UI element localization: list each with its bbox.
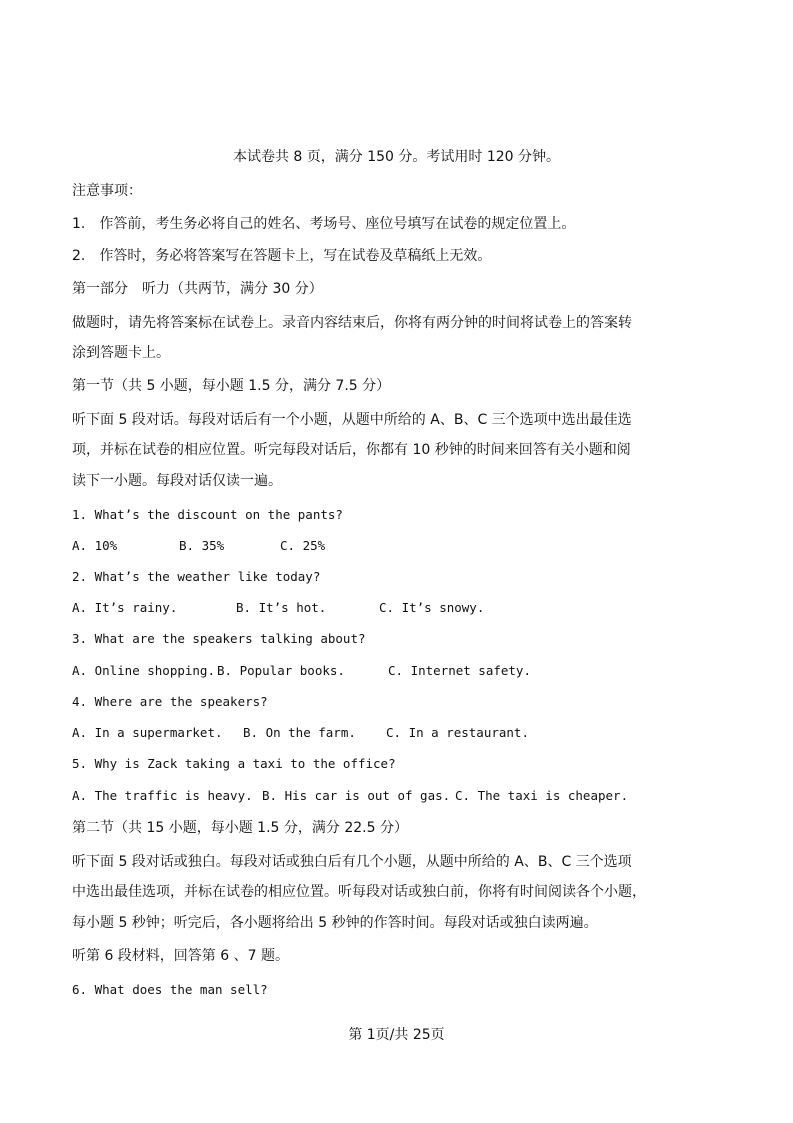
section1-instruction-line: 读下一小题。每段对话仅读一遍。 (72, 473, 282, 489)
question-options (72, 598, 653, 618)
option-a: A. Online shopping. (72, 663, 215, 678)
question-options (72, 661, 653, 681)
option-b: B. His car is out of gas. (262, 788, 451, 803)
section2-instruction-line: 听下面 5 段对话或独白。每段对话或独白后有几个小题，从题中所给的 A、B、C 三个选项 (72, 854, 632, 870)
part1-title: 第一部分 听力（共两节，满分 30 分） (72, 281, 323, 297)
section1-title: 第一节（共 5 小题，每小题 1.5 分，满分 7.5 分） (72, 378, 391, 394)
option-c: C. In a restaurant. (386, 725, 529, 740)
notice-item: 1. 作答前，考生务必将自己的姓名、考场号、座位号填写在试卷的规定位置上。 (72, 216, 576, 232)
option-a: A. The traffic is heavy. (72, 788, 253, 803)
question-text: 2. What’s the weather like today? (72, 569, 321, 584)
section1-instruction-line: 听下面 5 段对话。每段对话后有一个小题，从题中所给的 A、B、C 三个选项中选出最佳选 (72, 412, 632, 428)
part1-instruction-line: 做题时，请先将答案标在试卷上。录音内容结束后，你将有两分钟的时间将试卷上的答案转 (72, 315, 632, 331)
question-options (72, 723, 653, 743)
section2-instruction-line: 中选出最佳选项，并标在试卷的相应位置。听每段对话或独白前，你将有时间阅读各个小题， (72, 884, 646, 900)
question-text: 4. Where are the speakers? (72, 694, 268, 709)
question-text: 6. What does the man sell? (72, 982, 268, 997)
material-heading: 听第 6 段材料，回答第 6 、7 题。 (72, 948, 289, 964)
question-options (72, 786, 653, 806)
option-a: A. In a supermarket. (72, 725, 223, 740)
page-footer: 第 1页/共 25页 (348, 1027, 445, 1043)
part1-instruction-line: 涂到答题卡上。 (72, 345, 170, 361)
question-text: 5. Why is Zack taking a taxi to the office? (72, 756, 396, 771)
exam-header: 本试卷共 8 页，满分 150 分。考试用时 120 分钟。 (232, 149, 561, 165)
section2-instruction-line: 每小题 5 秒钟；听完后，各小题将给出 5 秒钟的作答时间。每段对话或独白读两遍。 (72, 915, 598, 931)
notice-item: 2. 作答时，务必将答案写在答题卡上，写在试卷及草稿纸上无效。 (72, 248, 492, 264)
option-b: B. It’s hot. (236, 600, 327, 615)
option-c: C. Internet safety. (388, 663, 531, 678)
option-b: B. On the farm. (243, 725, 356, 740)
section1-instruction-line: 项，并标在试卷的相应位置。听完每段对话后，你都有 10 秒钟的时间来回答有关小题和阅 (72, 442, 631, 458)
option-c: C. The taxi is cheaper. (455, 788, 629, 803)
option-a: A. 10% (72, 538, 118, 553)
option-a: A. It’s rainy. (72, 600, 178, 615)
question-text: 1. What’s the discount on the pants? (72, 507, 343, 522)
question-text: 3. What are the speakers talking about? (72, 631, 366, 646)
section2-title: 第二节（共 15 小题，每小题 1.5 分，满分 22.5 分） (72, 820, 408, 836)
option-b: B. 35% (179, 538, 225, 553)
question-options (72, 536, 653, 556)
option-b: B. Popular books. (217, 663, 345, 678)
notice-title: 注意事项： (72, 183, 142, 199)
option-c: C. 25% (280, 538, 326, 553)
option-c: C. It’s snowy. (379, 600, 485, 615)
